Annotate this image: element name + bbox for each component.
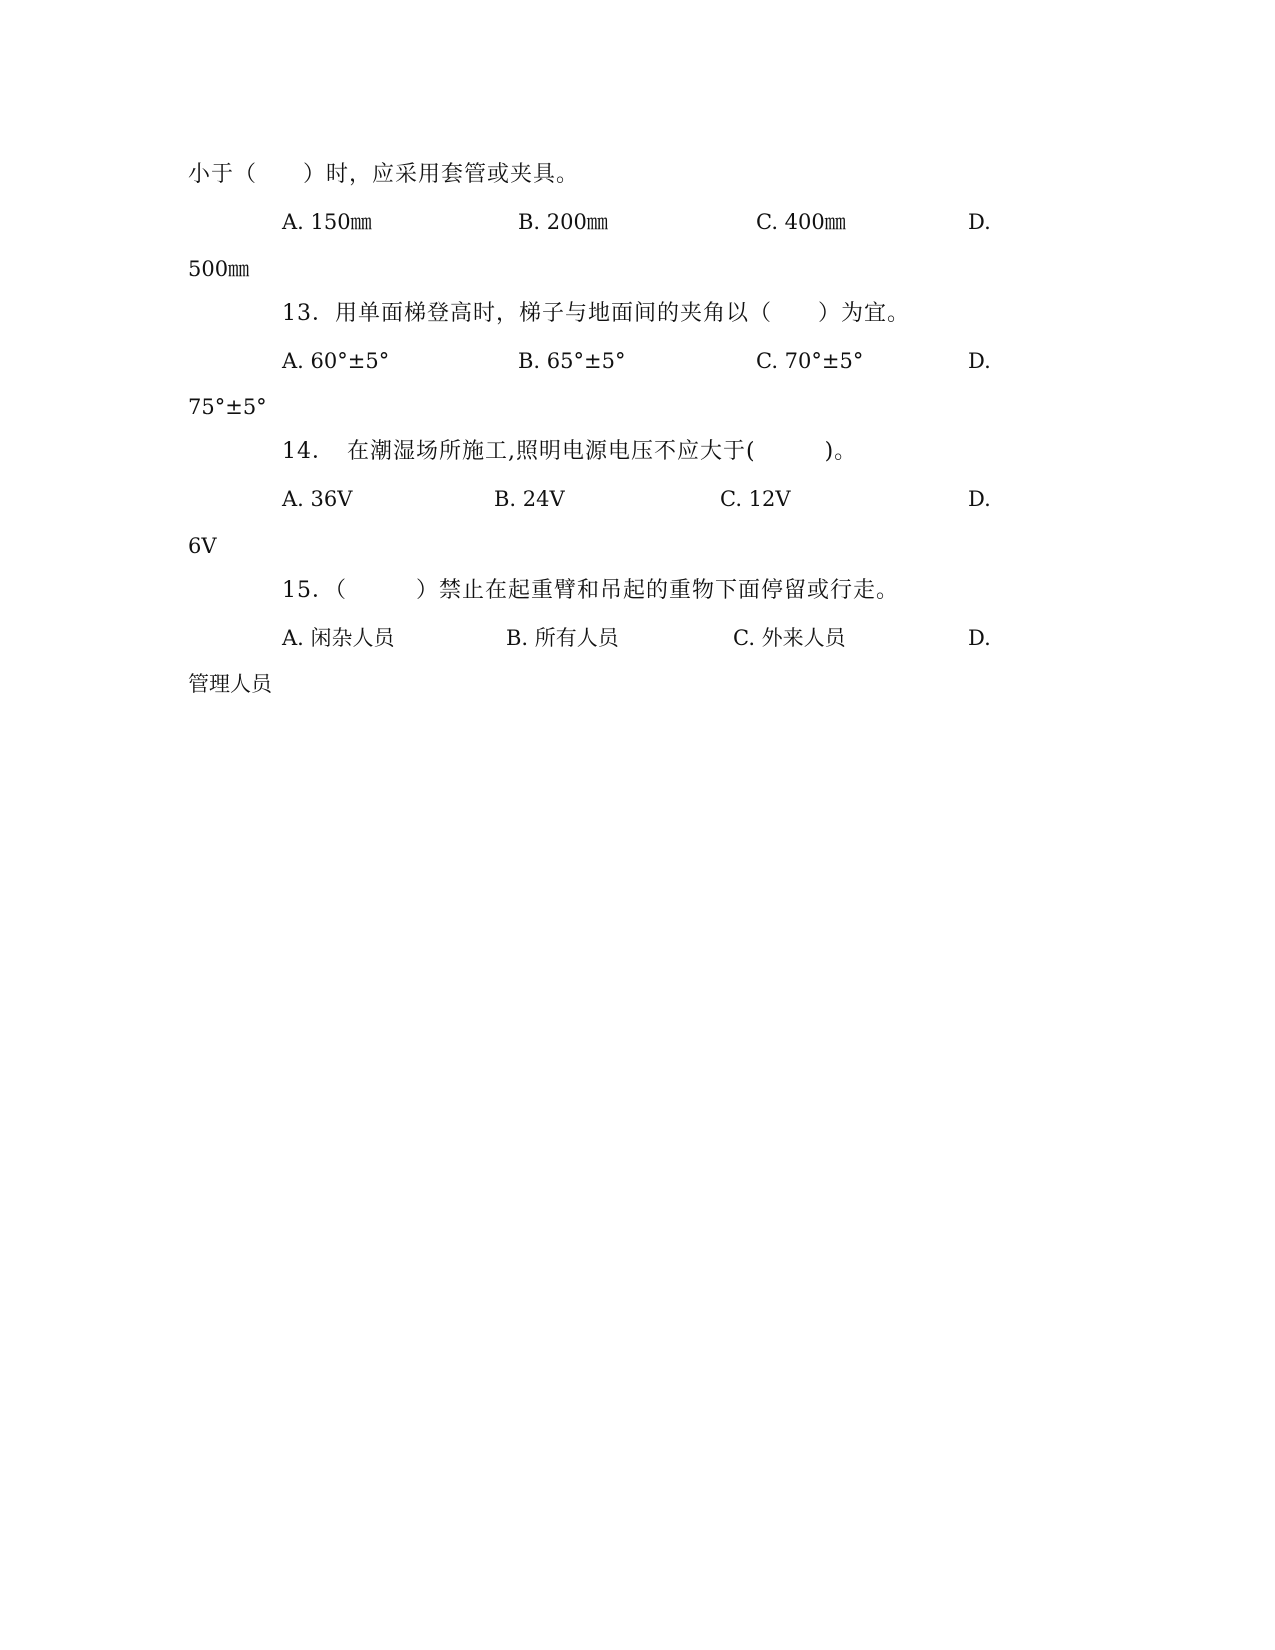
question-14-stem: 14． 在潮湿场所施工,照明电源电压不应大于( )。 <box>282 439 858 464</box>
question-13-option-d: D. <box>968 349 991 373</box>
question-13-option-d-value: 75°±5° <box>188 395 267 419</box>
question-15-option-d-value: 管理人员 <box>188 672 272 696</box>
question-14-option-c: C. 12V <box>720 487 791 511</box>
question-12-option-c: C. 400㎜ <box>756 210 846 234</box>
question-13-option-c: C. 70°±5° <box>756 349 864 373</box>
question-12-option-b: B. 200㎜ <box>518 210 608 234</box>
question-15-option-d: D. <box>968 626 991 650</box>
question-12-option-a: A. 150㎜ <box>282 210 372 234</box>
question-15-stem: 15．（ ）禁止在起重臂和吊起的重物下面停留或行走。 <box>282 578 899 603</box>
question-13-option-a: A. 60°±5° <box>282 349 390 373</box>
question-13-stem: 13．用单面梯登高时，梯子与地面间的夹角以（ ）为宜。 <box>282 301 910 326</box>
question-15-option-b: B. 所有人员 <box>506 626 619 650</box>
question-14-option-d: D. <box>968 487 991 511</box>
question-12-option-d: D. <box>968 210 991 234</box>
question-12-stem-continuation: 小于（ ）时，应采用套管或夹具。 <box>188 162 580 187</box>
question-12-option-d-value: 500㎜ <box>188 257 250 281</box>
question-15-option-a: A. 闲杂人员 <box>282 626 395 650</box>
question-14-option-d-value: 6V <box>188 534 217 558</box>
question-14-option-a: A. 36V <box>282 487 353 511</box>
question-13-option-b: B. 65°±5° <box>518 349 626 373</box>
question-14-option-b: B. 24V <box>494 487 565 511</box>
question-15-option-c: C. 外来人员 <box>733 626 846 650</box>
